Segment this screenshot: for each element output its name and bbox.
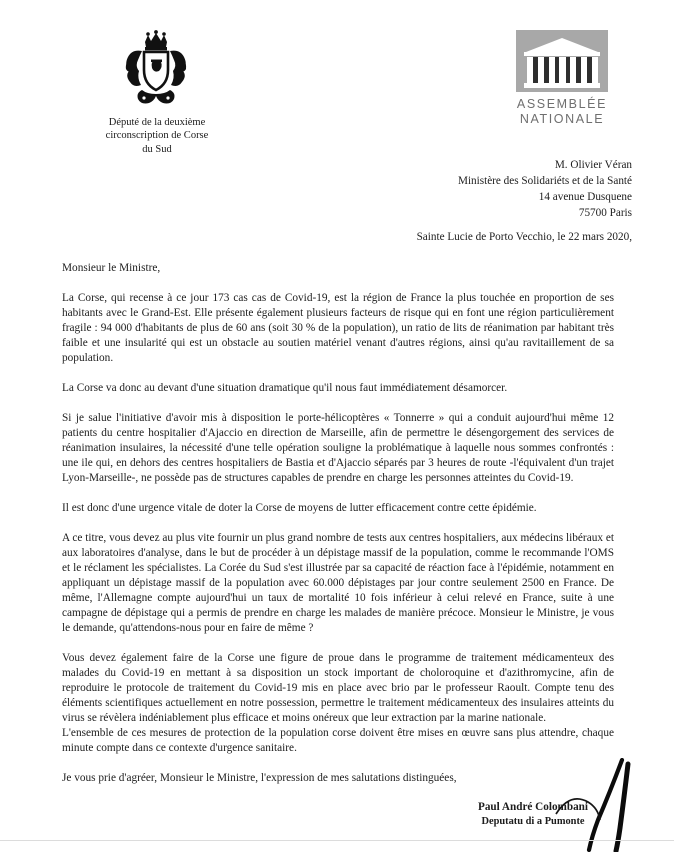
paragraph-1: La Corse, qui recense à ce jour 173 cas cas de Covid-19, est la région de France la plus touchée en proportion de ses habitants avec le Grand-Est. Elle présente également plusieurs facteurs de risque qui en font une région particulièrement fragile : 94 000 d'habitants de plus de 60 ans (soit 30 % de la population), un ratio de lits de réanimation par habitant très faible et une insularité qui est un obstacle au soutien matériel venant d'autres régions, ainsi qu'au ravitaillement de sa population. [62, 292, 614, 365]
salutation: Monsieur le Ministre, [62, 262, 161, 274]
paragraph-2: La Corse va donc au devant d'une situation dramatique qu'il nous faut immédiatement désamorcer. [62, 382, 508, 395]
recipient-line-1: M. Olivier Véran [554, 159, 632, 171]
page-bottom-edge [0, 840, 674, 841]
recipient-line-3: 14 avenue Dusquene [538, 190, 632, 203]
letterhead [0, 0, 674, 155]
wordmark-line-1: ASSEMBLÉE [516, 97, 608, 111]
letter-body [62, 262, 614, 771]
letterhead-right [492, 30, 632, 127]
paragraph-4: Il est donc d'une urgence vitale de doter la Corse de moyens de lutter efficacement contre cette épidémie. [62, 502, 537, 515]
wordmark-line-2: NATIONALE [519, 111, 605, 126]
corsica-coat-of-arms-icon [120, 30, 194, 108]
letterhead-left [62, 30, 252, 156]
assemblee-nationale-wordmark [492, 97, 632, 127]
recipient-address [458, 158, 632, 222]
assemblee-nationale-building-icon [510, 30, 614, 92]
recipient-line-4: 75700 Paris [578, 206, 632, 219]
letterhead-caption-line-3: du Sud [142, 143, 172, 155]
date-line: Sainte Lucie de Porto Vecchio, le 22 mars 2020, [416, 231, 632, 243]
paragraph-5: A ce titre, vous devez au plus vite fournir un plus grand nombre de tests aux centres hospitaliers, aux médecins libéraux et aux laboratoires d'analyse, dans le but de procéder à un dépistage massif de la population, comme le recommande l'OMS et le réclament les spécialistes. La Corée du Sud s'est illustrée par sa capacité de réaction face à l'épidémie, notamment en appliquant un dépistage massif de la population avec 60.000 dépistages par jour contre seulement 2500 en France. De même, l'Allemagne compte aujourd'hui un taux de mortalité 10 fois inférieur à celui relevé en France, suite à une campagne de dépistage qui a permis de prendre en charge les malades de manière précoce. Monsieur le Ministre, je vous le demande, qu'attendons-nous pour en faire de même ? [62, 532, 614, 635]
paragraph-7: L'ensemble de ces mesures de protection de la population corse doivent être mises en œuvre sans plus attendre, chaque minute compte dans ce contexte d'urgence sanitaire. [62, 727, 614, 755]
letterhead-caption-line-1: Député de la deuxième [108, 117, 206, 128]
closing-line: Je vous prie d'agréer, Monsieur le Ministre, l'expression de mes salutations distinguées, [62, 772, 457, 784]
signatory-name: Paul André Colombani [477, 801, 589, 813]
signature-block [428, 800, 638, 828]
paragraph-3: Si je salue l'initiative d'avoir mis à disposition le porte-hélicoptères « Tonnerre » qui a conduit aujourd'hui même 12 patients du centre hospitalier d'Ajaccio en direction de Marseille, afin de permettre le désengorgement des services de réanimation insulaires, la nécessité d'une telle opération souligne la problématique à laquelle nous sommes confrontés : une ile qui, en dehors des centres hospitaliers de Bastia et d'Ajaccio séparés par 3 heures de route -l'équivalent d'un trajet Lyon-Marseille-, ne possède pas de structures capables de prendre en charge les personnes atteintes du Covid-19. [62, 412, 614, 485]
letterhead-caption-line-2: circonscription de Corse [105, 130, 209, 142]
paragraph-6: Vous devez également faire de la Corse une figure de proue dans le programme de traitement médicamenteux des malades du Covid-19 en mettant à sa disposition un stock important de choloroquine et d'azithromycine, afin de reproduire le protocole de traitement du Covid-19 mis en place avec brio par le professeur Raoult. Compte tenu des éléments scientifiques actuellement en notre possession, permettre le traitement médicamenteux des insulaires atteints du virus se révèlera indéniablement plus efficace et moins onéreux que leur extraction par la marine nationale. [62, 652, 614, 725]
recipient-line-2: Ministère des Solidariéts et de la Santé [458, 174, 632, 187]
signatory-role: Deputatu di a Pumonte [481, 815, 585, 827]
letterhead-caption [62, 116, 252, 156]
